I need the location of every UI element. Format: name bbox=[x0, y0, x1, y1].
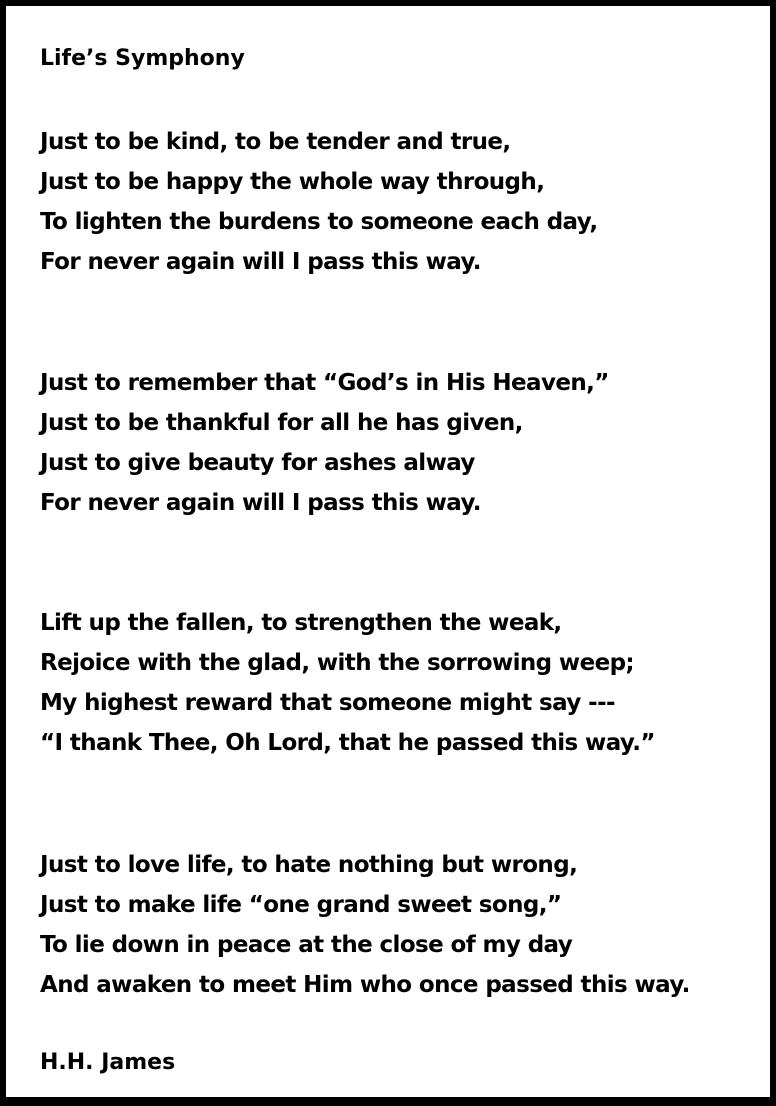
poem-line: And awaken to meet Him who once passed this way. bbox=[40, 972, 690, 998]
stanza-2 bbox=[40, 363, 609, 523]
poem-line: Just to give beauty for ashes alway bbox=[40, 450, 475, 476]
stanza-4 bbox=[40, 845, 690, 1005]
poem-author: H.H. James bbox=[40, 1050, 176, 1075]
poem-line: Just to love life, to hate nothing but wrong, bbox=[40, 852, 578, 878]
stanza-1 bbox=[40, 122, 598, 282]
poem-line: To lighten the burdens to someone each day, bbox=[40, 209, 598, 235]
poem-line: Just to be happy the whole way through, bbox=[40, 169, 545, 195]
poem-line: For never again will I pass this way. bbox=[40, 249, 481, 275]
poem-line: Just to remember that “God’s in His Heaven,” bbox=[40, 370, 609, 396]
poem-line: Just to be thankful for all he has given, bbox=[40, 410, 523, 436]
poem-line: My highest reward that someone might say --- bbox=[40, 690, 615, 716]
poem-line: Rejoice with the glad, with the sorrowing weep; bbox=[40, 650, 635, 676]
poem-line: Just to be kind, to be tender and true, bbox=[40, 129, 511, 155]
poem-line: Lift up the fallen, to strengthen the weak, bbox=[40, 610, 562, 636]
poem-line: Just to make life “one grand sweet song,” bbox=[40, 892, 562, 918]
poem-line: “I thank Thee, Oh Lord, that he passed this way.” bbox=[40, 730, 655, 756]
stanza-3 bbox=[40, 603, 655, 763]
poem-line: To lie down in peace at the close of my day bbox=[40, 932, 573, 958]
poem-line: For never again will I pass this way. bbox=[40, 490, 481, 516]
poem-title: Life’s Symphony bbox=[40, 46, 245, 71]
